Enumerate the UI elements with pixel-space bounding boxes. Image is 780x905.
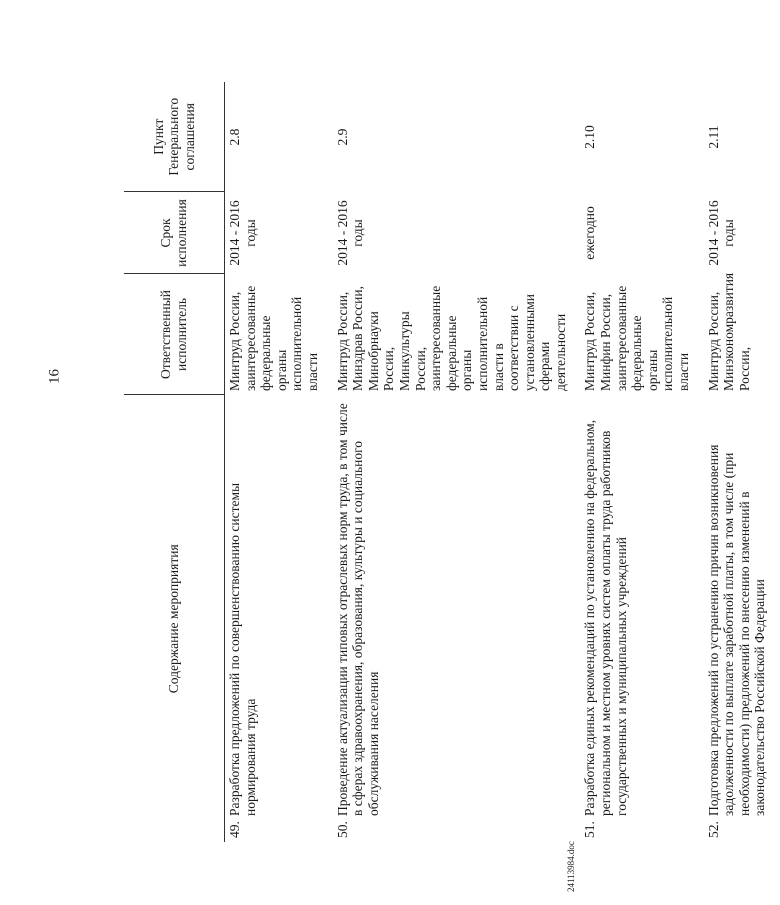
row-number: 52. [705,821,721,838]
row-content-cell [580,395,703,842]
row-number: 51. [582,821,598,838]
row-deadline: 2014 - 2016 годы [334,200,366,266]
rotated-table-wrapper [124,82,768,842]
row-clause: 2.11 [705,125,721,149]
table-row [704,82,780,842]
header-deadline: Срок исполнения [124,192,225,274]
measures-table [124,82,780,842]
row-content: Подготовка предложений по устранению причин возникновения задолженности по выплате заработной платы, в том числе (при необходимости) предложений по внесению изменений в законодательство Российской Федерации [705,444,768,816]
row-clause: 2.8 [227,128,242,146]
row-executor: Минтруд России, Минэкономразвития России, [705,272,752,391]
row-deadline: 2014 - 2016 годы [705,200,737,266]
row-content-cell [704,395,780,842]
row-content: Проведение актуализации типовых отраслевых норм труда, в том числе в сферах здравоохранения, образования, культуры и социального обслуживания населения [334,403,381,816]
row-content: Разработка предложений по совершенствованию системы нормирования труда [227,482,258,816]
row-executor: Минтруд России, Минздрав России, Минобрнауки России, Минкультуры России, заинтересованные федеральные органы исполнительной власти в соответствии с установленными сферами деятельности [334,285,568,391]
table-header-row [124,82,225,842]
row-number: 50. [334,821,350,838]
header-content: Содержание мероприятия [124,395,225,842]
row-clause: 2.9 [334,128,350,146]
header-clause: Пункт Генерального соглашения [124,82,225,192]
row-clause: 2.10 [582,125,598,149]
row-number: 49. [227,821,242,838]
page-number: 16 [46,369,63,384]
row-content-cell [333,395,581,842]
footer-file-name: 24113984.doc [566,841,576,892]
table-row [580,82,703,842]
row-executor: Минтруд России, заинтересованные федеральные органы исполнительной власти [227,285,320,391]
row-content-cell [225,395,333,842]
row-deadline: 2014 - 2016 годы [227,200,258,266]
table-row [333,82,581,842]
row-deadline: ежегодно [582,206,598,260]
row-content: Разработка единых рекомендаций по установлению на федеральном, региональном и местном уровнях систем оплаты труда работников государственных и муниципальных учреждений [582,419,629,816]
row-executor: Минтруд России, Минфин России, заинтересованные федеральные органы исполнительной власти [582,285,692,391]
table-row [225,82,333,842]
header-executor: Ответственный исполнитель [124,274,225,395]
